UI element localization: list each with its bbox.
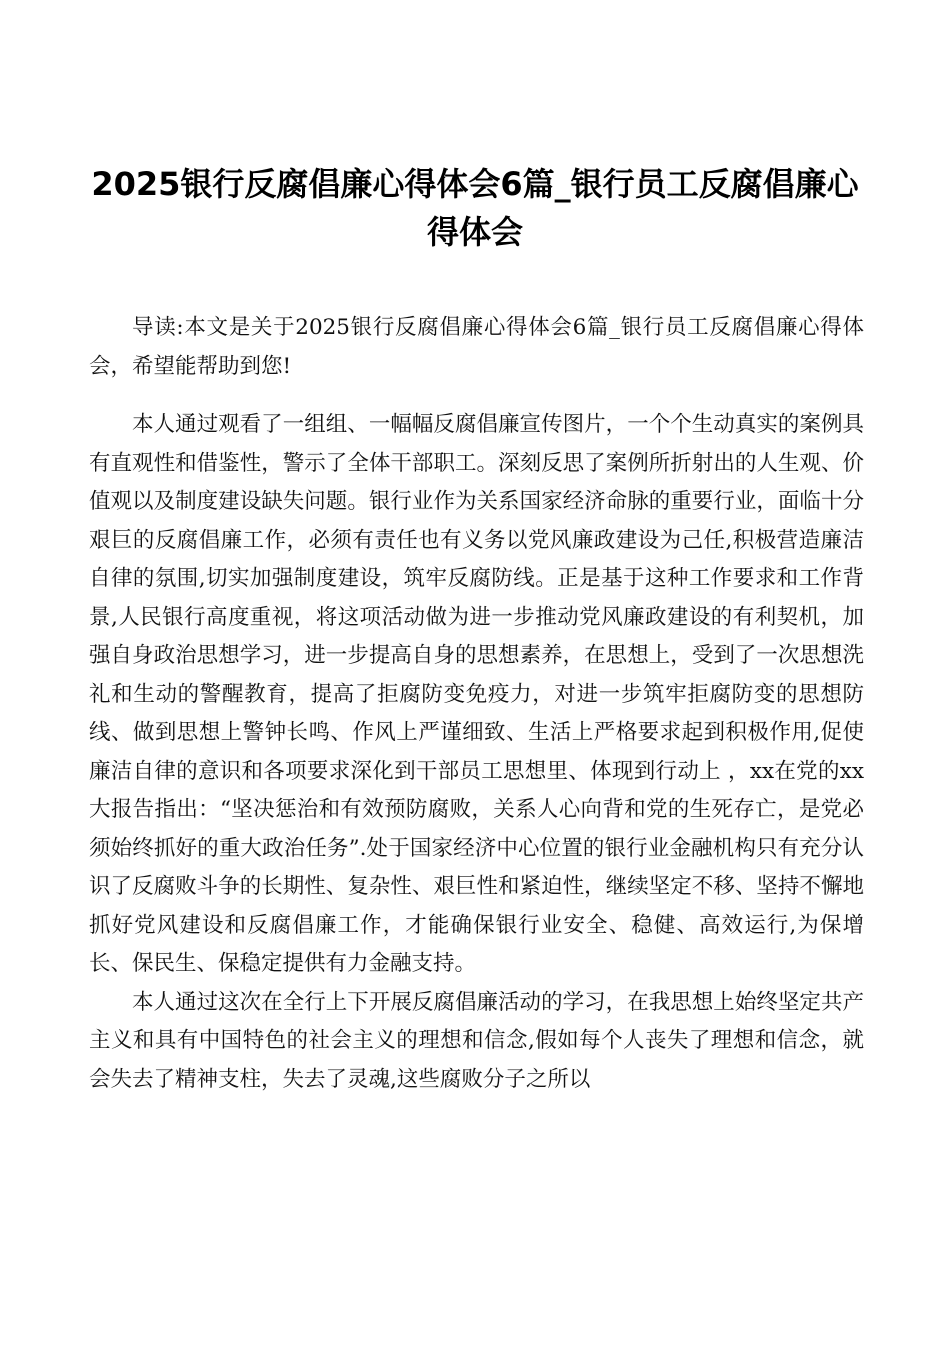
body-paragraph-2: 本人通过这次在全行上下开展反腐倡廉活动的学习，在我思想上始终坚定共产主义和具有中国特色的社会主义的理想和信念,假如每个人丧失了理想和信念，就会失去了精神支柱，失去了灵魂,这些腐败分子之所以 xyxy=(89,989,864,1092)
body-paragraph-1: 本人通过观看了一组组、一幅幅反腐倡廉宣传图片，一个个生动真实的案例具有直观性和借鉴性，警示了全体干部职工。深刻反思了案例所折射出的人生观、价值观以及制度建设缺失问题。银行业作为关系国家经济命脉的重要行业，面临十分艰巨的反腐倡廉工作，必须有责任也有义务以党风廉政建设为己任,积极营造廉洁自律的氛围,切实加强制度建设，筑牢反腐防线。正是基于这种工作要求和工作背景,人民银行高度重视，将这项活动做为进一步推动党风廉政建设的有利契机，加强自身政治思想学习，进一步提高自身的思想素养，在思想上，受到了一次思想洗礼和生动的警醒教育，提高了拒腐防变免疫力，对进一步筑牢拒腐防变的思想防线、做到思想上警钟长鸣、作风上严谨细致、生活上严格要求起到积极作用,促使廉洁自律的意识和各项要求深化到干部员工思想里、体现到行动上 ，xx在党的xx大报告指出：“坚决惩治和有效预防腐败，关系人心向背和党的生死存亡，是党必须始终抓好的重大政治任务”.处于国家经济中心位置的银行业金融机构只有充分认识了反腐败斗争的长期性、复杂性、艰巨性和紧迫性，继续坚定不移、坚持不懈地抓好党风建设和反腐倡廉工作，才能确保银行业安全、稳健、高效运行,为保增长、保民生、保稳定提供有力金融支持。 xyxy=(89,412,864,976)
document-body xyxy=(89,309,864,1099)
intro-paragraph: 导读:本文是关于2025银行反腐倡廉心得体会6篇_银行员工反腐倡廉心得体会，希望能帮助到您! xyxy=(89,315,864,379)
document-title: 2025银行反腐倡廉心得体会6篇_银行员工反腐倡廉心得体会 xyxy=(91,165,859,251)
